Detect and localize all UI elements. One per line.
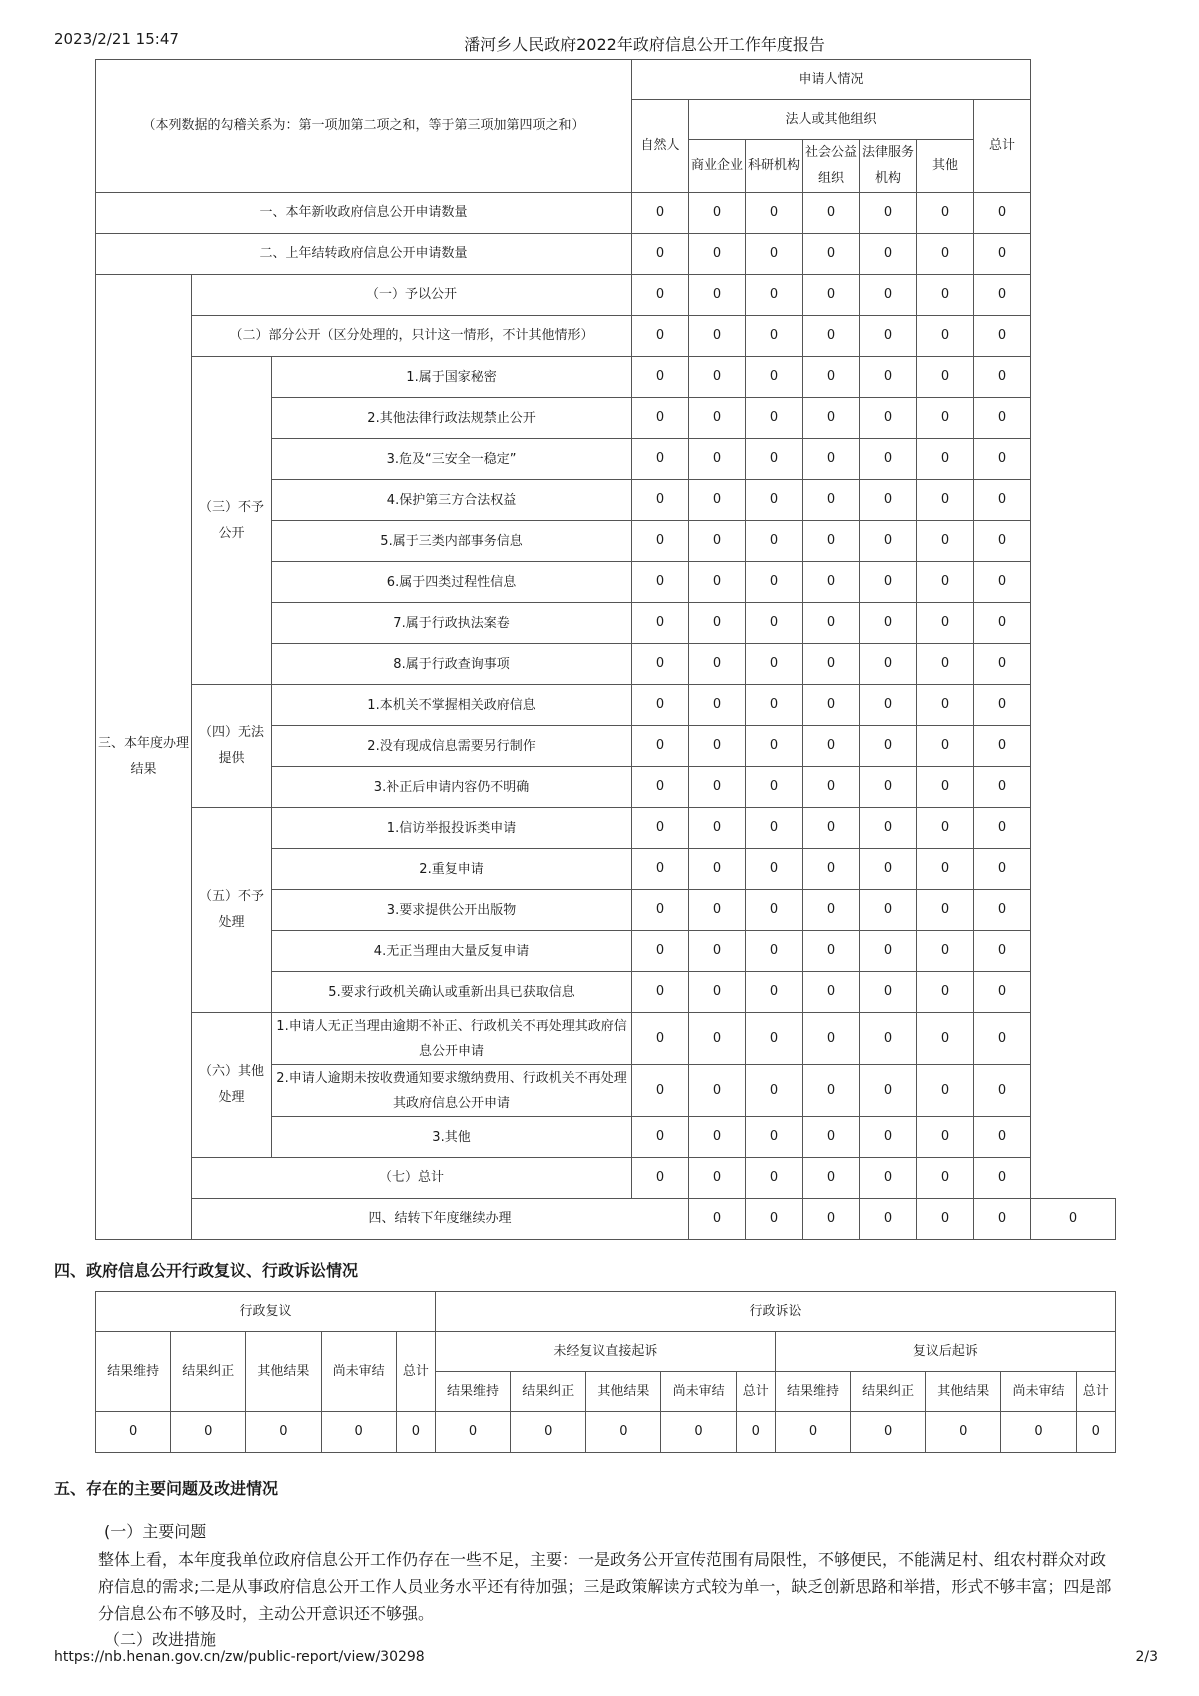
value-cell: 0: [96, 1412, 171, 1453]
value-cell: 0: [917, 1158, 974, 1199]
value-cell: 0: [632, 931, 689, 972]
legal-entity-header: 法人或其他组织: [689, 100, 974, 140]
value-cell: 0: [917, 849, 974, 890]
value-cell: 0: [689, 562, 746, 603]
litigation-col-header: 尚未审结: [661, 1372, 736, 1412]
litigation-col-header: 总计: [736, 1372, 775, 1412]
admin-litigation-header: 行政诉讼: [435, 1292, 1115, 1332]
value-cell: 0: [775, 1412, 850, 1453]
value-cell: 0: [689, 439, 746, 480]
reason-cell: 1.属于国家秘密: [272, 357, 632, 398]
row-new-requests: 一、本年新收政府信息公开申请数量: [96, 193, 632, 234]
value-cell: 0: [803, 439, 860, 480]
value-cell: 0: [974, 603, 1031, 644]
review-col-header: 尚未审结: [321, 1332, 396, 1412]
value-cell: 0: [632, 316, 689, 357]
value-cell: 0: [1031, 1199, 1116, 1240]
reason-cell: 2.申请人逾期未按收费通知要求缴纳费用、行政机关不再处理其政府信息公开申请: [272, 1065, 632, 1117]
page-number: 2/3: [1135, 1649, 1158, 1665]
value-cell: 0: [860, 1117, 917, 1158]
review-col-header: 结果维持: [96, 1332, 171, 1412]
value-cell: 0: [860, 890, 917, 931]
value-cell: 0: [746, 849, 803, 890]
reason-cell: 3.其他: [272, 1117, 632, 1158]
value-cell: 0: [632, 439, 689, 480]
value-cell: 0: [860, 357, 917, 398]
reason-cell: 5.属于三类内部事务信息: [272, 521, 632, 562]
note-cell: （本列数据的勾稽关系为：第一项加第二项之和，等于第三项加第四项之和）: [96, 60, 632, 193]
reason-cell: 1.申请人无正当理由逾期不补正、行政机关不再处理其政府信息公开申请: [272, 1013, 632, 1065]
reason-cell: 1.信访举报投诉类申请: [272, 808, 632, 849]
total-header: 总计: [974, 100, 1031, 193]
group-cannot-provide: （四）无法提供: [192, 685, 272, 808]
value-cell: 0: [632, 480, 689, 521]
value-cell: 0: [746, 603, 803, 644]
value-cell: 0: [974, 1199, 1031, 1240]
page-title: 潘河乡人民政府2022年政府信息公开工作年度报告: [464, 35, 825, 54]
value-cell: 0: [689, 603, 746, 644]
value-cell: 0: [689, 357, 746, 398]
value-cell: 0: [851, 1412, 926, 1453]
value-cell: 0: [803, 1065, 860, 1117]
value-cell: 0: [860, 562, 917, 603]
value-cell: 0: [171, 1412, 246, 1453]
value-cell: 0: [803, 808, 860, 849]
value-cell: 0: [803, 193, 860, 234]
value-cell: 0: [860, 972, 917, 1013]
reason-cell: 2.没有现成信息需要另行制作: [272, 726, 632, 767]
row-partially-disclosed: （二）部分公开（区分处理的，只计这一情形，不计其他情形）: [192, 316, 632, 357]
value-cell: 0: [860, 480, 917, 521]
value-cell: 0: [917, 193, 974, 234]
value-cell: 0: [746, 357, 803, 398]
reason-cell: 2.重复申请: [272, 849, 632, 890]
value-cell: 0: [974, 316, 1031, 357]
value-cell: 0: [632, 1117, 689, 1158]
litigation-col-header: 结果维持: [435, 1372, 510, 1412]
value-cell: 0: [926, 1412, 1001, 1453]
value-cell: 0: [860, 808, 917, 849]
value-cell: 0: [746, 439, 803, 480]
value-cell: 0: [803, 1199, 860, 1240]
value-cell: 0: [803, 890, 860, 931]
value-cell: 0: [689, 726, 746, 767]
value-cell: 0: [632, 398, 689, 439]
org-type-header: 商业企业: [689, 140, 746, 193]
value-cell: 0: [803, 644, 860, 685]
value-cell: 0: [974, 439, 1031, 480]
value-cell: 0: [860, 767, 917, 808]
reason-cell: 6.属于四类过程性信息: [272, 562, 632, 603]
value-cell: 0: [974, 808, 1031, 849]
value-cell: 0: [917, 234, 974, 275]
value-cell: 0: [803, 603, 860, 644]
value-cell: 0: [860, 193, 917, 234]
value-cell: 0: [632, 808, 689, 849]
value-cell: 0: [632, 644, 689, 685]
value-cell: 0: [689, 275, 746, 316]
value-cell: 0: [803, 972, 860, 1013]
value-cell: 0: [917, 685, 974, 726]
value-cell: 0: [689, 193, 746, 234]
reason-cell: 3.要求提供公开出版物: [272, 890, 632, 931]
value-cell: 0: [746, 644, 803, 685]
value-cell: 0: [746, 726, 803, 767]
value-cell: 0: [917, 767, 974, 808]
value-cell: 0: [860, 234, 917, 275]
reason-cell: 3.危及“三安全一稳定”: [272, 439, 632, 480]
value-cell: 0: [746, 685, 803, 726]
row-carried-over: 二、上年结转政府信息公开申请数量: [96, 234, 632, 275]
org-type-header: 法律服务机构: [860, 140, 917, 193]
value-cell: 0: [917, 357, 974, 398]
value-cell: 0: [860, 644, 917, 685]
value-cell: 0: [803, 398, 860, 439]
value-cell: 0: [632, 234, 689, 275]
value-cell: 0: [632, 193, 689, 234]
value-cell: 0: [803, 521, 860, 562]
value-cell: 0: [435, 1412, 510, 1453]
value-cell: 0: [746, 521, 803, 562]
value-cell: 0: [860, 931, 917, 972]
value-cell: 0: [396, 1412, 435, 1453]
value-cell: 0: [974, 521, 1031, 562]
reason-cell: 3.补正后申请内容仍不明确: [272, 767, 632, 808]
value-cell: 0: [632, 849, 689, 890]
value-cell: 0: [689, 1117, 746, 1158]
value-cell: 0: [974, 767, 1031, 808]
value-cell: 0: [632, 1013, 689, 1065]
value-cell: 0: [632, 685, 689, 726]
value-cell: 0: [974, 931, 1031, 972]
value-cell: 0: [803, 931, 860, 972]
litigation-col-header: 尚未审结: [1001, 1372, 1076, 1412]
group-not-processed: （五）不予处理: [192, 808, 272, 1013]
litigation-col-header: 结果维持: [775, 1372, 850, 1412]
problems-paragraph: 整体上看，本年度我单位政府信息公开工作仍存在一些不足，主要：一是政务公开宣传范围有局限性，不够便民，不能满足村、组农村群众对政府信息的需求;二是从事政府信息公开工作人员业务水平还有待加强；三是政策解读方式较为单一，缺乏创新思路和举措，形式不够丰富；四是部分信息公布不够及时，主动公开意识还不够强。: [98, 1550, 1112, 1623]
print-timestamp: 2023/2/21 15:47: [54, 30, 179, 48]
reason-cell: 8.属于行政查询事项: [272, 644, 632, 685]
value-cell: 0: [689, 234, 746, 275]
reason-cell: 1.本机关不掌握相关政府信息: [272, 685, 632, 726]
reason-cell: 7.属于行政执法案卷: [272, 603, 632, 644]
value-cell: 0: [803, 726, 860, 767]
value-cell: 0: [632, 890, 689, 931]
litigation-col-header: 结果纠正: [851, 1372, 926, 1412]
value-cell: 0: [974, 849, 1031, 890]
value-cell: 0: [746, 316, 803, 357]
value-cell: 0: [917, 644, 974, 685]
reason-cell: 5.要求行政机关确认或重新出具已获取信息: [272, 972, 632, 1013]
value-cell: 0: [746, 398, 803, 439]
value-cell: 0: [689, 480, 746, 521]
value-cell: 0: [746, 972, 803, 1013]
value-cell: 0: [803, 767, 860, 808]
value-cell: 0: [803, 234, 860, 275]
value-cell: 0: [246, 1412, 321, 1453]
review-litigation-table: [95, 1291, 1116, 1453]
value-cell: 0: [860, 849, 917, 890]
value-cell: 0: [974, 726, 1031, 767]
value-cell: 0: [632, 562, 689, 603]
group-other-handling: （六）其他处理: [192, 1013, 272, 1158]
value-cell: 0: [586, 1412, 661, 1453]
value-cell: 0: [632, 603, 689, 644]
value-cell: 0: [917, 808, 974, 849]
value-cell: 0: [860, 1199, 917, 1240]
value-cell: 0: [860, 1013, 917, 1065]
value-cell: 0: [803, 357, 860, 398]
value-cell: 0: [974, 562, 1031, 603]
value-cell: 0: [632, 1158, 689, 1199]
value-cell: 0: [917, 1117, 974, 1158]
value-cell: 0: [746, 562, 803, 603]
value-cell: 0: [860, 521, 917, 562]
value-cell: 0: [917, 1013, 974, 1065]
after-review-suit-header: 复议后起诉: [775, 1332, 1115, 1372]
value-cell: 0: [917, 1065, 974, 1117]
value-cell: 0: [746, 808, 803, 849]
value-cell: 0: [803, 562, 860, 603]
value-cell: 0: [860, 398, 917, 439]
reason-cell: 4.无正当理由大量反复申请: [272, 931, 632, 972]
value-cell: 0: [860, 316, 917, 357]
review-col-header: 其他结果: [246, 1332, 321, 1412]
value-cell: 0: [803, 1013, 860, 1065]
value-cell: 0: [746, 193, 803, 234]
value-cell: 0: [917, 316, 974, 357]
value-cell: 0: [803, 1158, 860, 1199]
value-cell: 0: [1076, 1412, 1115, 1453]
value-cell: 0: [974, 398, 1031, 439]
value-cell: 0: [803, 1117, 860, 1158]
value-cell: 0: [974, 685, 1031, 726]
value-cell: 0: [803, 480, 860, 521]
row-disclosed: （一）予以公开: [192, 275, 632, 316]
value-cell: 0: [917, 562, 974, 603]
value-cell: 0: [917, 480, 974, 521]
value-cell: 0: [689, 1013, 746, 1065]
value-cell: 0: [803, 316, 860, 357]
litigation-col-header: 其他结果: [926, 1372, 1001, 1412]
litigation-col-header: 其他结果: [586, 1372, 661, 1412]
value-cell: 0: [746, 234, 803, 275]
reason-cell: 2.其他法律行政法规禁止公开: [272, 398, 632, 439]
value-cell: 0: [689, 1158, 746, 1199]
value-cell: 0: [1001, 1412, 1076, 1453]
value-cell: 0: [974, 1117, 1031, 1158]
applicant-header: 申请人情况: [632, 60, 1031, 100]
value-cell: 0: [689, 849, 746, 890]
value-cell: 0: [917, 726, 974, 767]
value-cell: 0: [746, 480, 803, 521]
value-cell: 0: [746, 1199, 803, 1240]
litigation-col-header: 结果纠正: [511, 1372, 586, 1412]
value-cell: 0: [689, 398, 746, 439]
section4-title: 四、政府信息公开行政复议、行政诉讼情况: [54, 1261, 359, 1280]
review-col-header: 总计: [396, 1332, 435, 1412]
value-cell: 0: [746, 931, 803, 972]
value-cell: 0: [632, 972, 689, 1013]
value-cell: 0: [689, 685, 746, 726]
review-col-header: 结果纠正: [171, 1332, 246, 1412]
litigation-col-header: 总计: [1076, 1372, 1115, 1412]
value-cell: 0: [974, 234, 1031, 275]
value-cell: 0: [689, 890, 746, 931]
value-cell: 0: [632, 357, 689, 398]
value-cell: 0: [917, 1199, 974, 1240]
value-cell: 0: [689, 1065, 746, 1117]
value-cell: 0: [974, 480, 1031, 521]
value-cell: 0: [974, 275, 1031, 316]
value-cell: 0: [974, 1065, 1031, 1117]
value-cell: 0: [860, 275, 917, 316]
value-cell: 0: [746, 1013, 803, 1065]
value-cell: 0: [974, 644, 1031, 685]
value-cell: 0: [974, 1013, 1031, 1065]
value-cell: 0: [917, 890, 974, 931]
value-cell: 0: [974, 193, 1031, 234]
value-cell: 0: [917, 521, 974, 562]
footer-url: https://nb.henan.gov.cn/zw/public-report/view/30298: [54, 1649, 425, 1665]
value-cell: 0: [689, 767, 746, 808]
org-type-header: 社会公益组织: [803, 140, 860, 193]
row-handling-results: 三、本年度办理结果: [96, 275, 192, 1240]
value-cell: 0: [689, 1199, 746, 1240]
value-cell: 0: [689, 644, 746, 685]
value-cell: 0: [746, 767, 803, 808]
value-cell: 0: [917, 603, 974, 644]
value-cell: 0: [746, 1065, 803, 1117]
value-cell: 0: [917, 931, 974, 972]
value-cell: 0: [917, 398, 974, 439]
value-cell: 0: [689, 972, 746, 1013]
value-cell: 0: [632, 726, 689, 767]
value-cell: 0: [689, 931, 746, 972]
value-cell: 0: [860, 726, 917, 767]
value-cell: 0: [632, 767, 689, 808]
value-cell: 0: [974, 357, 1031, 398]
natural-person-header: 自然人: [632, 100, 689, 193]
applications-table: [95, 59, 1116, 1240]
value-cell: 0: [974, 972, 1031, 1013]
subsection-problems: (一）主要问题: [104, 1522, 207, 1541]
section5-title: 五、存在的主要问题及改进情况: [54, 1479, 279, 1498]
value-cell: 0: [661, 1412, 736, 1453]
value-cell: 0: [803, 275, 860, 316]
row-next-year: 四、结转下年度继续办理: [192, 1199, 689, 1240]
value-cell: 0: [511, 1412, 586, 1453]
row-subtotal: （七）总计: [192, 1158, 632, 1199]
value-cell: 0: [689, 808, 746, 849]
value-cell: 0: [632, 1065, 689, 1117]
value-cell: 0: [746, 890, 803, 931]
org-type-header: 科研机构: [746, 140, 803, 193]
value-cell: 0: [736, 1412, 775, 1453]
reason-cell: 4.保护第三方合法权益: [272, 480, 632, 521]
admin-review-header: 行政复议: [96, 1292, 436, 1332]
value-cell: 0: [917, 439, 974, 480]
value-cell: 0: [860, 603, 917, 644]
org-type-header: 其他: [917, 140, 974, 193]
value-cell: 0: [746, 275, 803, 316]
value-cell: 0: [803, 849, 860, 890]
value-cell: 0: [860, 439, 917, 480]
value-cell: 0: [632, 521, 689, 562]
value-cell: 0: [746, 1158, 803, 1199]
value-cell: 0: [632, 275, 689, 316]
value-cell: 0: [803, 685, 860, 726]
value-cell: 0: [917, 972, 974, 1013]
value-cell: 0: [746, 1117, 803, 1158]
subsection-measures: （二）改进措施: [104, 1630, 217, 1649]
value-cell: 0: [860, 1065, 917, 1117]
value-cell: 0: [689, 316, 746, 357]
value-cell: 0: [689, 521, 746, 562]
group-not-disclosed: （三）不予公开: [192, 357, 272, 685]
direct-suit-header: 未经复议直接起诉: [435, 1332, 775, 1372]
value-cell: 0: [860, 1158, 917, 1199]
value-cell: 0: [917, 275, 974, 316]
value-cell: 0: [974, 1158, 1031, 1199]
value-cell: 0: [860, 685, 917, 726]
value-cell: 0: [974, 890, 1031, 931]
value-cell: 0: [321, 1412, 396, 1453]
